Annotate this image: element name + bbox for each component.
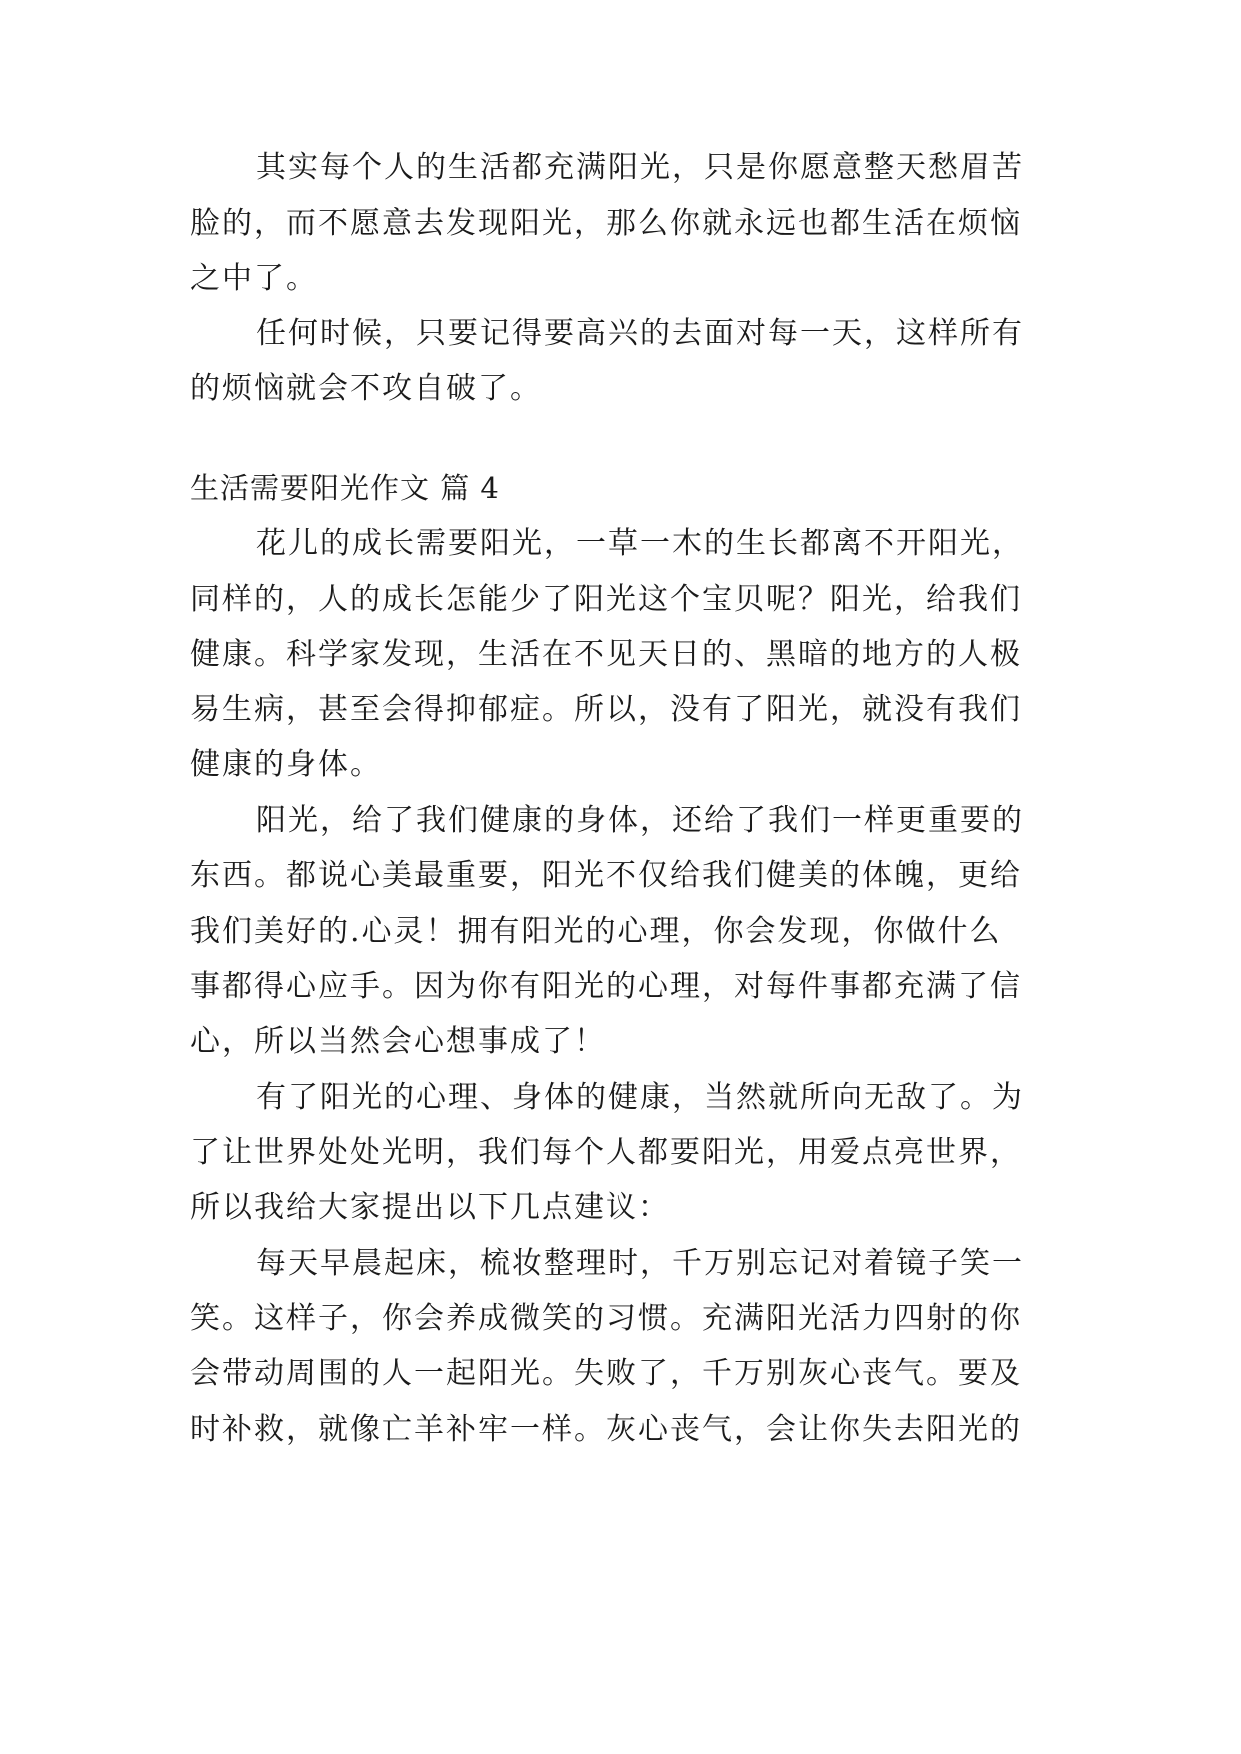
paragraph-line: 所以我给大家提出以下几点建议： bbox=[190, 1190, 670, 1225]
paragraph-line: 的烦恼就会不攻自破了。 bbox=[190, 371, 542, 406]
paragraph-line: 有了阳光的心理、身体的健康，当然就所向无敌了。为 bbox=[256, 1080, 1024, 1115]
paragraph-line: 会带动周围的人一起阳光。失败了，千万别灰心丧气。要及 bbox=[190, 1356, 1022, 1391]
paragraph-line: 之中了。 bbox=[190, 261, 318, 296]
paragraph-line: 同样的，人的成长怎能少了阳光这个宝贝呢？阳光，给我们 bbox=[190, 582, 1022, 617]
paragraph-line: 我们美好的.心灵！拥有阳光的心理，你会发现，你做什么 bbox=[190, 914, 1002, 949]
paragraph-line: 每天早晨起床，梳妆整理时，千万别忘记对着镜子笑一 bbox=[256, 1246, 1024, 1281]
paragraph-line: 易生病，甚至会得抑郁症。所以，没有了阳光，就没有我们 bbox=[190, 692, 1022, 727]
paragraph-line: 事都得心应手。因为你有阳光的心理，对每件事都充满了信 bbox=[190, 969, 1022, 1004]
paragraph-line: 阳光，给了我们健康的身体，还给了我们一样更重要的 bbox=[256, 803, 1024, 838]
paragraph-line: 了让世界处处光明，我们每个人都要阳光，用爱点亮世界， bbox=[190, 1135, 1022, 1170]
paragraph-line: 任何时候，只要记得要高兴的去面对每一天，这样所有 bbox=[256, 316, 1024, 351]
paragraph-line: 脸的，而不愿意去发现阳光，那么你就永远也都生活在烦恼 bbox=[190, 206, 1022, 241]
paragraph-line: 心，所以当然会心想事成了！ bbox=[190, 1024, 606, 1059]
paragraph-line: 东西。都说心美最重要，阳光不仅给我们健美的体魄，更给 bbox=[190, 858, 1022, 893]
paragraph-line: 花儿的成长需要阳光，一草一木的生长都离不开阳光， bbox=[256, 526, 1024, 561]
section-heading: 生活需要阳光作文 篇 4 bbox=[190, 471, 500, 505]
paragraph-line: 时补救，就像亡羊补牢一样。灰心丧气，会让你失去阳光的 bbox=[190, 1412, 1022, 1447]
paragraph-line: 笑。这样子，你会养成微笑的习惯。充满阳光活力四射的你 bbox=[190, 1301, 1022, 1336]
paragraph-line: 健康的身体。 bbox=[190, 747, 382, 782]
paragraph-line: 其实每个人的生活都充满阳光，只是你愿意整天愁眉苦 bbox=[256, 150, 1024, 185]
paragraph-line: 健康。科学家发现，生活在不见天日的、黑暗的地方的人极 bbox=[190, 637, 1022, 672]
